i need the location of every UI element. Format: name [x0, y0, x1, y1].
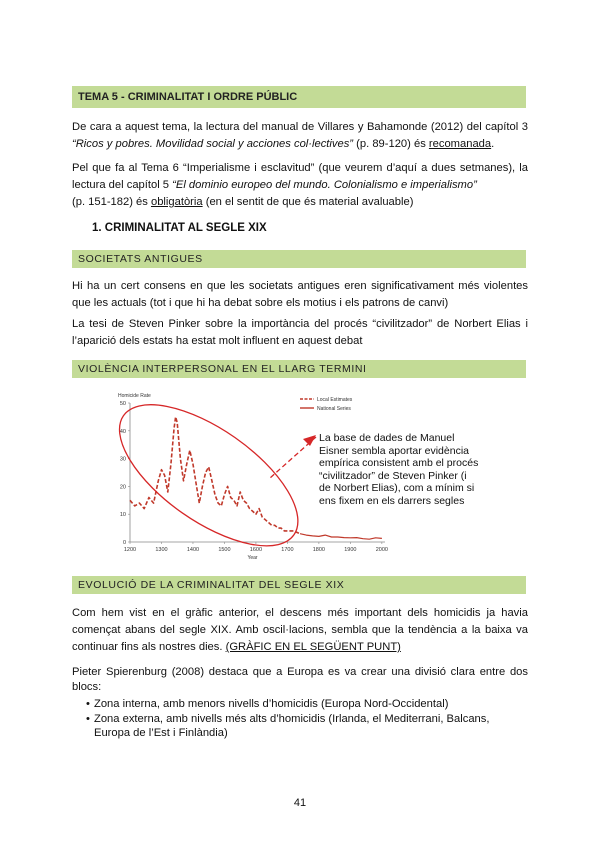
paragraph-consensus: Hi ha un cert consens en que les societats antigues eren significativament més violentes que les actuals (tot i que hi ha debat sobre els motius i els patrons de canvi) — [72, 280, 528, 309]
x-tick-label: 1300 — [155, 547, 168, 553]
x-tick-label: 1600 — [249, 547, 263, 553]
topic-title-bar — [72, 86, 526, 108]
x-tick-label: 1800 — [312, 547, 326, 553]
intro-paragraph-1 — [72, 119, 528, 153]
paragraph-decline — [72, 605, 528, 656]
section-bar-label: VIOLÈNCIA INTERPERSONAL EN EL LLARG TERMINI — [78, 363, 367, 375]
y-tick-label: 0 — [122, 540, 126, 546]
annotation-line: ens fixem en els darrers segles — [319, 494, 465, 507]
paragraph-pinker: La tesi de Steven Pinker sobre la importància del procés “civilitzador” de Norbert Elias i l’aparició dels estats ha estat molt influent en aquest debat — [72, 318, 528, 347]
intro1-pages: (p. 89-120) és — [353, 138, 429, 150]
page-number: 41 — [293, 797, 307, 809]
x-tick-label: 2000 — [375, 547, 388, 553]
y-tick-label: 20 — [119, 484, 126, 491]
list-item — [86, 712, 526, 740]
y-tick-label: 30 — [119, 456, 126, 463]
annotation-line: Eisner sembla aportar evidència — [319, 444, 469, 457]
bullet-icon: • — [86, 698, 90, 710]
intro1-book-title: “Ricos y pobres. Movilidad social y acciones col·lectives” — [72, 138, 354, 150]
topic-title: TEMA 5 - CRIMINALITAT I ORDRE PÚBLIC — [78, 91, 298, 103]
x-tick-label: 1900 — [344, 547, 357, 553]
intro2-pages: (p. 151-182) és — [72, 196, 151, 208]
x-tick-label: 1700 — [281, 547, 294, 553]
section-bar-crime-evolution — [72, 576, 526, 594]
intro2-mandatory: obligatòria — [150, 196, 203, 208]
intro2-text: Pel que fa al Tema 6 “Imperialisme i esclavitud” (que veurem d’aquí a dues setmanes), la lectura del capítol 5 — [72, 162, 528, 191]
chart-annotation — [319, 432, 519, 507]
annotation-line: empírica consistent amb el procés — [319, 457, 479, 469]
x-axis-label: Year — [247, 555, 258, 561]
section-bar-ancient-societies — [72, 250, 526, 268]
section-bar-label: SOCIETATS ANTIGUES — [78, 253, 203, 265]
intro-paragraph-2 — [72, 160, 528, 211]
list-item — [86, 697, 526, 711]
next-chart-reference: (GRÀFIC EN EL SEGÜENT PUNT) — [225, 641, 401, 653]
annotation-line: de Norbert Elias), com a mínim si — [319, 482, 475, 494]
intro1-end: . — [491, 138, 495, 150]
decline-text: Com hem vist en el gràfic anterior, el descens més important dels homicidis ja havia començat abans del segle XIX. Amb oscil·lacions, sembla que la tendència a la baixa va continuar fins als nostres dies. — [72, 607, 528, 653]
section-bar-interpersonal-violence — [72, 360, 526, 378]
section-bar-label: EVOLUCIÓ DE LA CRIMINALITAT DEL SEGLE XIX — [78, 579, 345, 591]
bullet-icon: • — [86, 713, 90, 725]
x-tick-label: 1400 — [186, 547, 200, 553]
annotation-line: La base de dades de Manuel — [319, 432, 455, 444]
legend-label: Local Estimates — [317, 397, 353, 403]
intro1-recommended: recomanada — [428, 138, 492, 150]
y-tick-label: 40 — [119, 428, 126, 435]
y-tick-label: 10 — [119, 512, 126, 519]
list-item-text: Zona interna, amb menors nivells d’homicidis (Europa Nord-Occidental) — [94, 698, 449, 710]
x-tick-label: 1500 — [218, 547, 231, 553]
y-tick-label: 50 — [119, 401, 126, 407]
y-axis-label: Homicide Rate — [118, 393, 151, 399]
section-heading: 1. CRIMINALITAT AL SEGLE XIX — [92, 222, 267, 234]
series-line-1 — [130, 417, 300, 534]
paragraph-spierenburg: Pieter Spierenburg (2008) destaca que a Europa es va crear una divisió clara entre dos blocs: — [72, 666, 528, 693]
intro2-end: (en el sentit de que és material avaluable) — [202, 196, 414, 208]
list-item-text: Zona externa, amb nivells més alts d’homicidis (Irlanda, el Mediterrani, Balcans, Europa de l’Est i Finlàndia) — [94, 713, 490, 739]
x-tick-label: 1200 — [123, 547, 137, 553]
intro1-text: De cara a aquest tema, la lectura del manual de Villares y Bahamonde (2012) del capítol 3 — [72, 121, 528, 133]
annotation-line: “civilitzador” de Steven Pinker (i — [319, 469, 467, 482]
intro2-book-title: “El dominio europeo del mundo. Colonialismo e imperialismo” — [172, 179, 477, 191]
annotation-arrow-head — [303, 435, 316, 446]
legend-label: National Series — [317, 406, 351, 412]
series-line-2 — [300, 534, 382, 540]
